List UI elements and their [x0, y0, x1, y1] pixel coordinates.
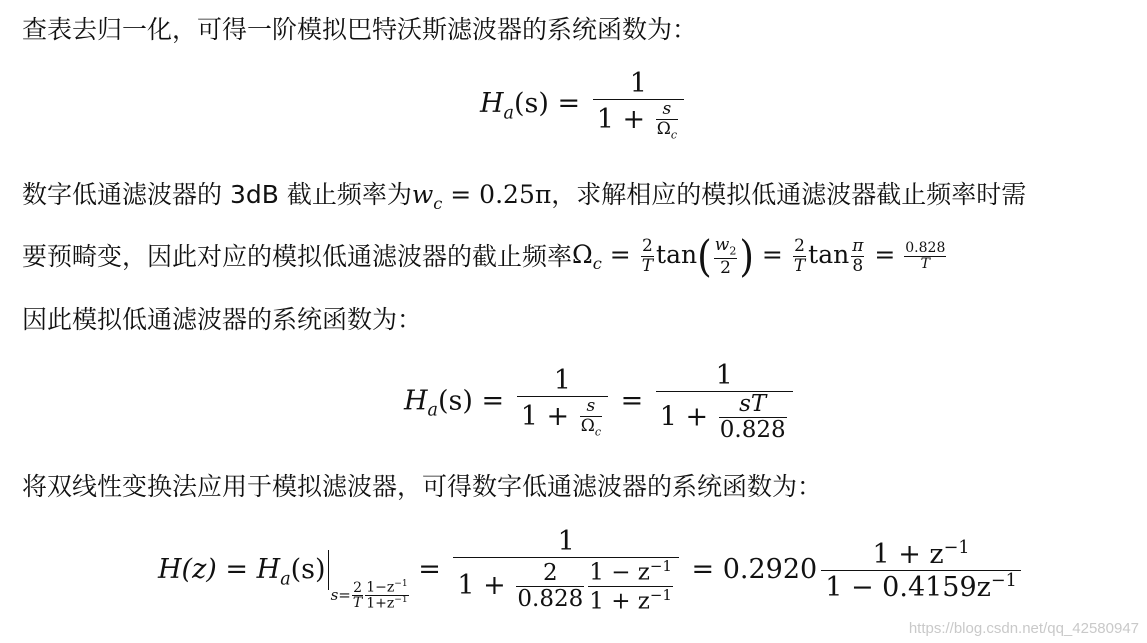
- inline-math-omega-c: $\Omega_c$ = $\frac{2}{T}$ tan( $\frac{w_2}{2}$ ) = $\frac{2}{T}$ tan $\frac{\pi}{8}$ = $\frac{0.828}{T}$: [572, 230, 946, 282]
- equation-2: $H_a(s)$ = 1 1 + $\frac{s}{\Omega_c}$ = 1 1 + $\frac{sT}{0.828}$: [404, 360, 797, 444]
- equation-3: $H(z) = H_a(s)s=$ $\frac{2}{T}$ $\frac{1-z^{-1}}{1+z^{-1}}$ = 1 1 + $\frac{2}{0.828}$ $\frac{1 - z^{-1}}{1 + z^{-1}}$ = 0.2920 $\frac{1 + z^{-1}}{1 - 0.4159z^{-1}}$: [158, 526, 1025, 615]
- paragraph-1-text: 查表去归一化，可得一阶模拟巴特沃斯滤波器的系统函数为：: [22, 15, 698, 44]
- text-paragraph-5: 将双线性变换法应用于模拟滤波器，可得数字低通滤波器的系统函数为：: [22, 472, 823, 501]
- text-paragraph-1: [22, 16, 697, 44]
- equation-1: $H_a(s)$ = 1 1 + $\frac{s}{\Omega_c}$: [480, 68, 688, 141]
- equation-1-fraction: 1 1 + $\frac{s}{\Omega_c}$: [593, 68, 684, 141]
- watermark-url: https://blog.csdn.net/qq_42580947: [908, 620, 1139, 637]
- text-paragraph-2: 数字低通滤波器的 3dB 截止频率为$w_c = 0.25\pi$，求解相应的模拟低通滤波器截止频率时需: [22, 180, 1027, 213]
- text-paragraph-4: 因此模拟低通滤波器的系统函数为：: [22, 305, 423, 334]
- equation-1-inner-fraction: $\frac{s}{\Omega_c}$: [656, 99, 677, 142]
- text-paragraph-3: 要预畸变，因此对应的模拟低通滤波器的截止频率$\Omega_c$ = $\frac{2}{T}$ tan( $\frac{w_2}{2}$ ) = $\frac{2}{T}$ tan $\frac{\pi}{8}$ = $\frac{0.828}{T}$: [22, 230, 946, 282]
- inline-math-wc: $w_c = 0.25\pi$: [411, 180, 552, 213]
